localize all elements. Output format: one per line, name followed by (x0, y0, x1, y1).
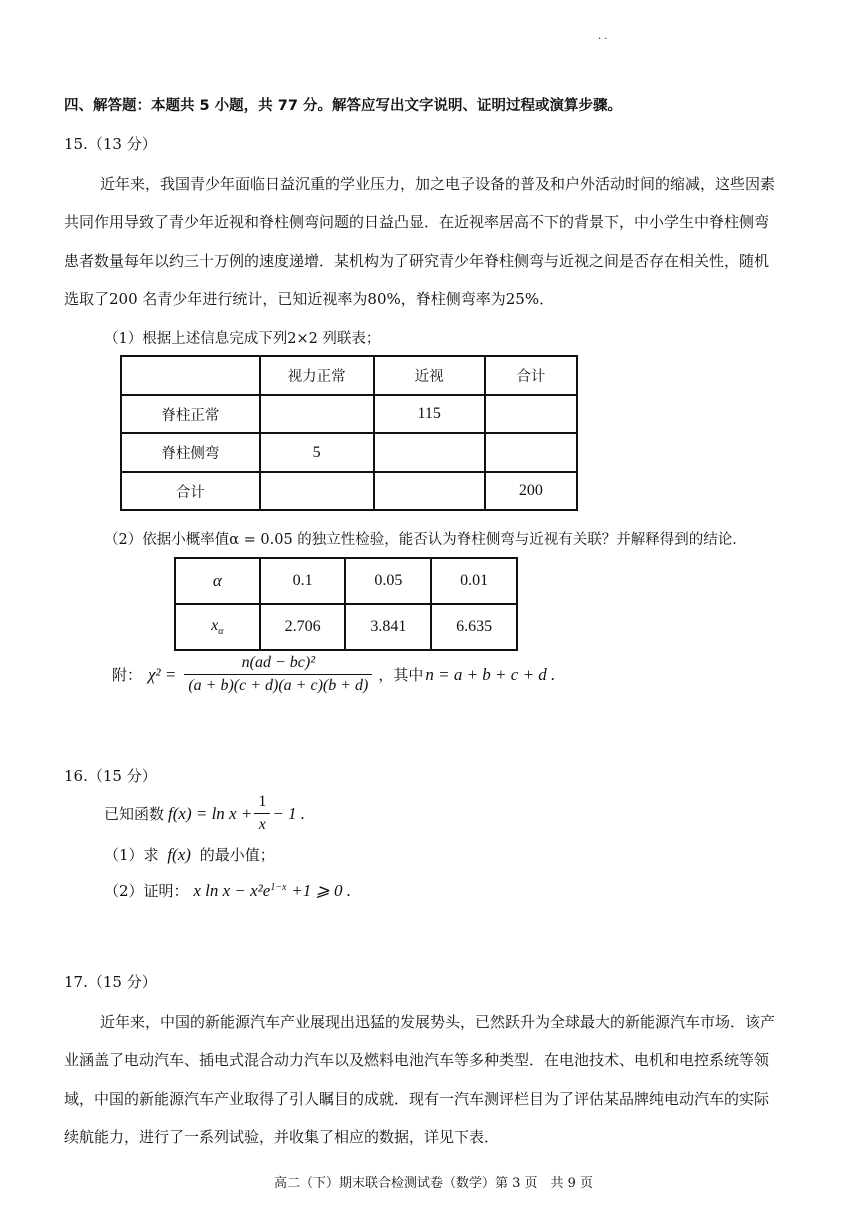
contingency-cell (374, 433, 485, 472)
q16-given (104, 793, 305, 834)
contingency-cell (260, 395, 374, 433)
q15-part1: （1）根据上述信息完成下列2×2 列联表； (104, 331, 381, 347)
q16-given-rhs: − 1 . (272, 803, 306, 823)
alpha-cell: 0.1 (260, 558, 346, 604)
contingency-cell: 脊柱侧弯 (121, 433, 260, 472)
contingency-cell: 5 (260, 433, 374, 472)
q15-appendix (112, 654, 555, 695)
contingency-cell (485, 433, 577, 472)
page-footer: 高二（下）期末联合检测试卷（数学）第 3 页 共 9 页 (273, 1176, 594, 1191)
q16-part2 (104, 880, 351, 901)
q16-part2-formula: x ln x − x²e (193, 881, 271, 900)
q17-number: 17.（15 分） (64, 973, 157, 991)
contingency-cell: 脊柱正常 (121, 395, 260, 433)
contingency-cell (485, 395, 577, 433)
fraction-denominator: (a + b)(c + d)(a + c)(b + d) (188, 677, 369, 694)
appendix-suffix-text: ，其中 (378, 666, 424, 684)
contingency-cell: 115 (374, 395, 485, 433)
section-header: 四、解答题：本题共 5 小题，共 77 分。解答应写出文字说明、证明过程或演算步骤。 (64, 98, 622, 114)
contingency-row (121, 433, 577, 472)
alpha-cell: 3.841 (345, 604, 431, 650)
chi-square-lhs: χ² = (148, 664, 177, 684)
fraction-numerator: 1 (258, 793, 267, 810)
q15-number: 15.（13 分） (64, 135, 157, 153)
q16-number: 16.（15 分） (64, 767, 157, 785)
contingency-row (121, 472, 577, 510)
alpha-table (174, 557, 518, 651)
alpha-cell (175, 604, 260, 650)
x-alpha-symbol: x (211, 616, 219, 634)
q15-para-line-2: 共同作用导致了青少年近视和脊柱侧弯问题的日益凸显．在近视率居高不下的背景下，中小学生中脊柱侧弯 (64, 213, 770, 231)
contingency-cell: 视力正常 (260, 356, 374, 395)
x-alpha-subscript: α (218, 626, 224, 638)
q16-part1-prefix: （1）求 (104, 846, 159, 864)
q16-given-lhs: f(x) = ln x + (168, 803, 253, 823)
fraction-bar (184, 674, 372, 675)
contingency-cell: 合计 (485, 356, 577, 395)
q16-given-fraction (254, 793, 270, 834)
q17-para-line-1: 近年来，中国的新能源汽车产业展现出迅猛的发展势头，已然跃升为全球最大的新能源汽车市场．该产 (100, 1013, 776, 1031)
q15-para-line-4: 选取了200 名青少年进行统计，已知近视率为80%，脊柱侧弯率为25%． (64, 290, 555, 308)
contingency-cell: 200 (485, 472, 577, 510)
q16-part2-superscript: 1−x (270, 882, 287, 893)
alpha-cell: 2.706 (260, 604, 346, 650)
alpha-cell: 0.01 (431, 558, 517, 604)
q16-part2-prefix: （2）证明： (104, 882, 189, 900)
alpha-cell: 6.635 (431, 604, 517, 650)
alpha-cell: 0.05 (345, 558, 431, 604)
alpha-cell: α (175, 558, 260, 604)
contingency-table (120, 355, 578, 511)
contingency-cell: 合计 (121, 472, 260, 510)
fraction-numerator: n(ad − bc)² (241, 654, 316, 671)
corner-mark: · · (598, 34, 608, 45)
q17-para-line-3: 域，中国的新能源汽车产业取得了引人瞩目的成就．现有一汽车测评栏目为了评估某品牌纯电动汽车的实际 (64, 1090, 770, 1108)
contingency-cell (260, 472, 374, 510)
contingency-row (121, 395, 577, 433)
contingency-cell (121, 356, 260, 395)
fraction-bar (254, 813, 270, 814)
alpha-row (175, 604, 517, 650)
fraction-denominator: x (258, 816, 266, 833)
q15-para-line-3: 患者数量每年以约三十万例的速度递增．某机构为了研究青少年脊柱侧弯与近视之间是否存在相关性，随机 (64, 252, 770, 270)
q15-para-line-1: 近年来，我国青少年面临日益沉重的学业压力，加之电子设备的普及和户外活动时间的缩减，这些因素 (100, 175, 776, 193)
q15-part2: （2）依据小概率值α = 0.05 的独立性检验，能否认为脊柱侧弯与近视有关联？并解释得到的结论． (104, 532, 747, 548)
contingency-cell: 近视 (374, 356, 485, 395)
appendix-prefix: 附： (112, 666, 143, 684)
alpha-row (175, 558, 517, 604)
contingency-header-row (121, 356, 577, 395)
q16-part2-tail: +1 ⩾ 0 . (291, 881, 351, 900)
q16-part1-formula: f(x) (167, 845, 191, 864)
contingency-cell (374, 472, 485, 510)
q17-para-line-4: 续航能力，进行了一系列试验，并收集了相应的数据，详见下表． (64, 1128, 500, 1146)
chi-square-fraction (184, 654, 372, 695)
appendix-suffix-formula: n = a + b + c + d . (425, 664, 556, 684)
q16-part1 (104, 844, 275, 865)
q16-part1-suffix: 的最小值； (199, 846, 275, 864)
q17-para-line-2: 业涵盖了电动汽车、插电式混合动力汽车以及燃料电池汽车等多种类型．在电池技术、电机和电控系统等领 (64, 1051, 770, 1069)
q16-given-prefix: 已知函数 (104, 805, 165, 823)
